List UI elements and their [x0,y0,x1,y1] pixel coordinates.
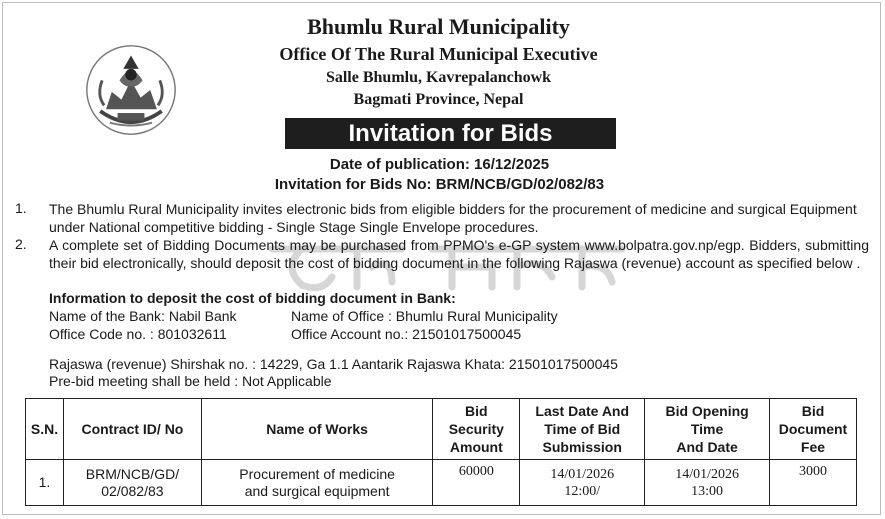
cell-opening [645,460,770,506]
cell-contract-line: BRM/NCB/GD/ [85,465,180,482]
cell-last-date [520,460,645,506]
header-fee-line: Fee [800,439,826,455]
table-row [26,460,857,506]
office-name: Name of Office : Bhumlu Rural Municipality [291,308,558,324]
cell-sn: 1. [26,460,64,506]
paragraph-1: The Bhumlu Rural Municipality invites electronic bids from eligible bidders for the procurement of medicine and surgical Equipment under National competitive bidding - Single Stage Single Envelope procedures. [49,201,857,235]
publication-date: Date of publication: 16/12/2025 [329,156,550,173]
prebid-line: Pre-bid meeting shall be held : Not Applicable [49,373,332,389]
header-last-date-line: Last Date And [535,403,630,419]
cell-last-date-line: 14/01/2026 [550,466,615,482]
cell-last-date-line: 12:00/ [564,483,601,499]
rajaswa-line: Rajaswa (revenue) Shirshak no. : 14229, Ga 1.1 Aantarik Rajaswa Khata: 21501017500045 [49,356,618,372]
header-last-date-line: Time of Bid [544,421,621,437]
province-line: Bagmati Province, Nepal [353,91,524,108]
header-fee [769,399,856,460]
header-security-line: Bid [465,403,488,419]
office-code: Office Code no. : 801032611 [49,326,227,342]
header-last-date-line: Submission [542,439,622,455]
header-security-line: Amount [449,439,503,455]
municipality-name: Bhumlu Rural Municipality [307,14,570,39]
header-contract: Contract ID/ No [63,399,201,460]
bids-table [25,398,857,506]
cell-contract-line: 02/082/83 [101,482,164,499]
header-opening-line: Time [690,421,724,437]
bank-name: Name of the Bank: Nabil Bank [49,308,237,324]
cell-works-line: Procurement of medicine [239,465,395,482]
cell-opening-line: 13:00 [691,483,724,499]
office-account: Office Account no.: 21501017500045 [291,326,522,342]
header-opening-line: And Date [676,439,738,455]
cell-security: 60000 [433,460,520,506]
paragraph-number: 2. [15,236,27,252]
header-security [433,399,520,460]
table-header-row [26,399,857,460]
cell-fee: 3000 [769,460,856,506]
cell-opening-line: 14/01/2026 [675,466,739,482]
paragraph-2: A complete set of Bidding Documents may be purchased from PPMO's e-GP system www.bolpatra.gov.np/egp. Bidders, submitting their bid electronically, should deposit the cost of bidding document in the following Rajaswa (revenue) account as specified below . [49,237,869,271]
cell-contract [63,460,201,506]
bank-info-title: Information to deposit the cost of bidding document in Bank: [49,290,456,306]
address-line: Salle Bhumlu, Kavrepalanchowk [325,69,552,86]
header-opening-line: Bid Opening [665,403,749,419]
header-works: Name of Works [201,399,433,460]
header-sn: S.N. [26,399,64,460]
header-fee-line: Bid [801,403,825,419]
ifb-number: Invitation for Bids No: BRM/NCB/GD/02/082/83 [274,176,605,193]
invitation-banner: Invitation for Bids [285,118,616,149]
paragraph-number: 1. [15,200,27,216]
office-name-heading: Office Of The Rural Municipal Executive [279,44,598,64]
cell-works-line: and surgical equipment [244,482,390,499]
header-security-line: Security [448,421,504,437]
header-last-date [520,399,645,460]
header-opening [645,399,770,460]
cell-works [201,460,433,506]
header-fee-line: Document [778,421,848,437]
